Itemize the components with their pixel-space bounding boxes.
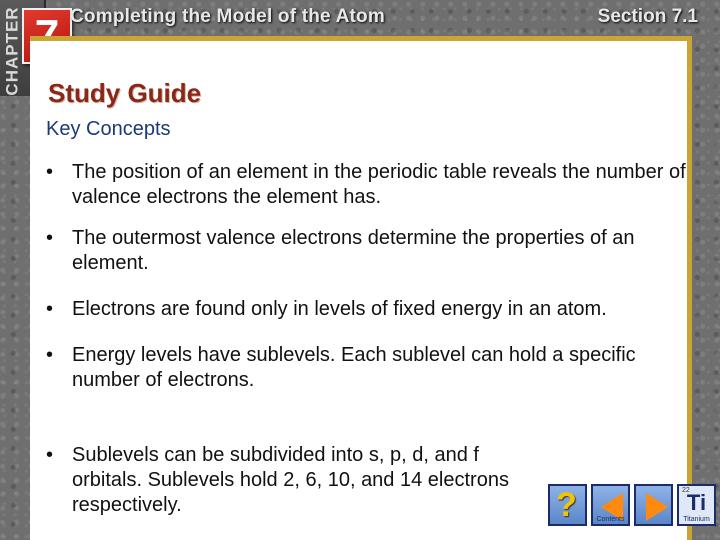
bullet-item	[46, 443, 536, 518]
next-button[interactable]	[634, 484, 673, 526]
bullet-marker: •	[46, 161, 54, 183]
bullet-marker: •	[46, 298, 54, 320]
study-guide-heading: Study Guide	[48, 78, 202, 108]
bullet-item	[46, 160, 694, 210]
chapter-title: Completing the Model of the Atom	[70, 6, 385, 27]
help-button[interactable]	[548, 484, 587, 526]
bullet-text: Electrons are found only in levels of fixed energy in an atom.	[72, 298, 607, 320]
contents-caption: Contents	[596, 516, 625, 523]
navigation-bar	[548, 484, 716, 526]
next-arrow-icon	[646, 493, 668, 521]
bullet-marker: •	[46, 227, 54, 249]
periodic-element-button[interactable]	[677, 484, 716, 526]
bullet-text: Sublevels can be subdivided into s, p, d, and f orbitals. Sublevels hold 2, 6, 10, and 14 electrons respectively.	[72, 444, 509, 516]
bullet-text: The position of an element in the periodic table reveals the number of valence electrons the element has.	[72, 161, 686, 208]
element-number: 22	[682, 487, 690, 494]
bullet-text: Energy levels have sublevels. Each sublevel can hold a specific number of electrons.	[72, 344, 636, 391]
bullet-item	[46, 226, 694, 276]
bullet-item	[46, 297, 694, 322]
section-label: Section 7.1	[597, 6, 698, 27]
bullet-marker: •	[46, 444, 54, 466]
key-concepts-subheading: Key Concepts	[46, 118, 171, 140]
chapter-label: CHAPTER	[3, 6, 23, 96]
bullet-text: The outermost valence electrons determine the properties of an element.	[72, 227, 635, 274]
periodic-element-icon: Ti	[686, 490, 707, 515]
title-bar	[70, 4, 716, 30]
previous-button[interactable]	[591, 484, 630, 526]
bullet-item	[46, 343, 694, 393]
element-name: Titanium	[683, 516, 710, 523]
bullet-marker: •	[46, 344, 54, 366]
help-icon: ?	[556, 486, 577, 524]
